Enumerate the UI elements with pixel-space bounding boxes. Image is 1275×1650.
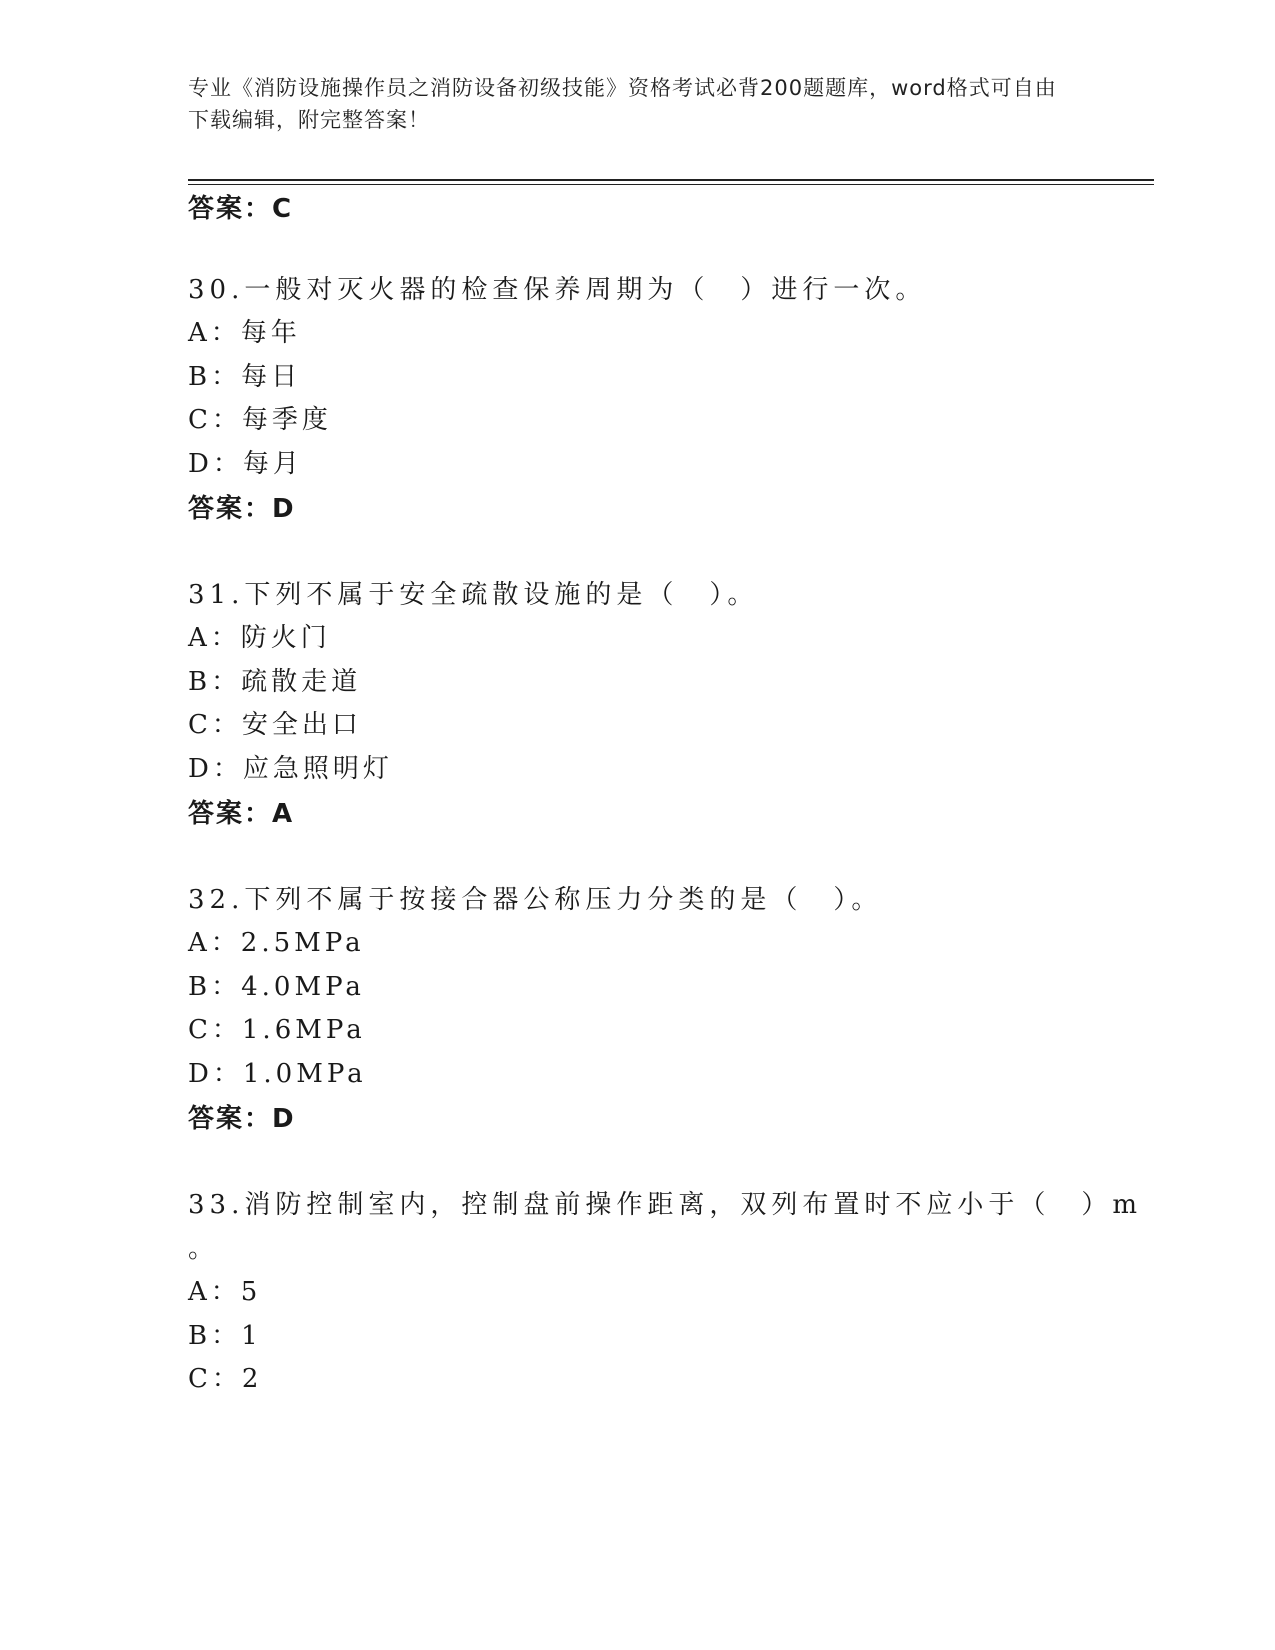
option-32-b: B：4.0MPa <box>188 972 365 1002</box>
option-30-d: D：每月 <box>188 449 303 479</box>
option-33-a: A：5 <box>188 1277 262 1307</box>
answer-q32: 答案：D <box>188 1104 296 1134</box>
option-31-c: C：安全出口 <box>188 710 362 740</box>
option-32-d: D：1.0MPa <box>188 1059 367 1089</box>
option-31-b: B：疏散走道 <box>188 667 362 697</box>
option-30-c: C：每季度 <box>188 405 332 435</box>
answer-q31: 答案：A <box>188 799 295 829</box>
option-30-b: B：每日 <box>188 362 302 392</box>
header-divider-thick <box>188 179 1154 181</box>
answer-q29: 答案：C <box>188 194 294 224</box>
option-32-a: A：2.5MPa <box>188 928 365 958</box>
answer-q30: 答案：D <box>188 494 296 524</box>
option-33-c: C：2 <box>188 1364 263 1394</box>
option-31-a: A：防火门 <box>188 623 331 653</box>
question-33: 33.消防控制室内，控制盘前操作距离，双列布置时不应小于（ ）m <box>188 1190 1143 1220</box>
header-divider-thin <box>188 184 1154 185</box>
option-32-c: C：1.6MPa <box>188 1015 366 1045</box>
question-32: 32.下列不属于按接合器公称压力分类的是（ ）。 <box>188 885 883 915</box>
option-31-d: D：应急照明灯 <box>188 754 393 784</box>
option-33-b: B：1 <box>188 1321 262 1351</box>
question-30: 30.一般对灭火器的检查保养周期为（ ）进行一次。 <box>188 275 927 305</box>
question-31: 31.下列不属于安全疏散设施的是（ ）。 <box>188 580 759 610</box>
option-30-a: A：每年 <box>188 318 301 348</box>
document-header: 专业《消防设施操作员之消防设备初级技能》资格考试必背200题题库，word格式可自由下载编辑，附完整答案！ <box>188 76 1057 132</box>
question-33-continuation: 。 <box>188 1234 220 1264</box>
